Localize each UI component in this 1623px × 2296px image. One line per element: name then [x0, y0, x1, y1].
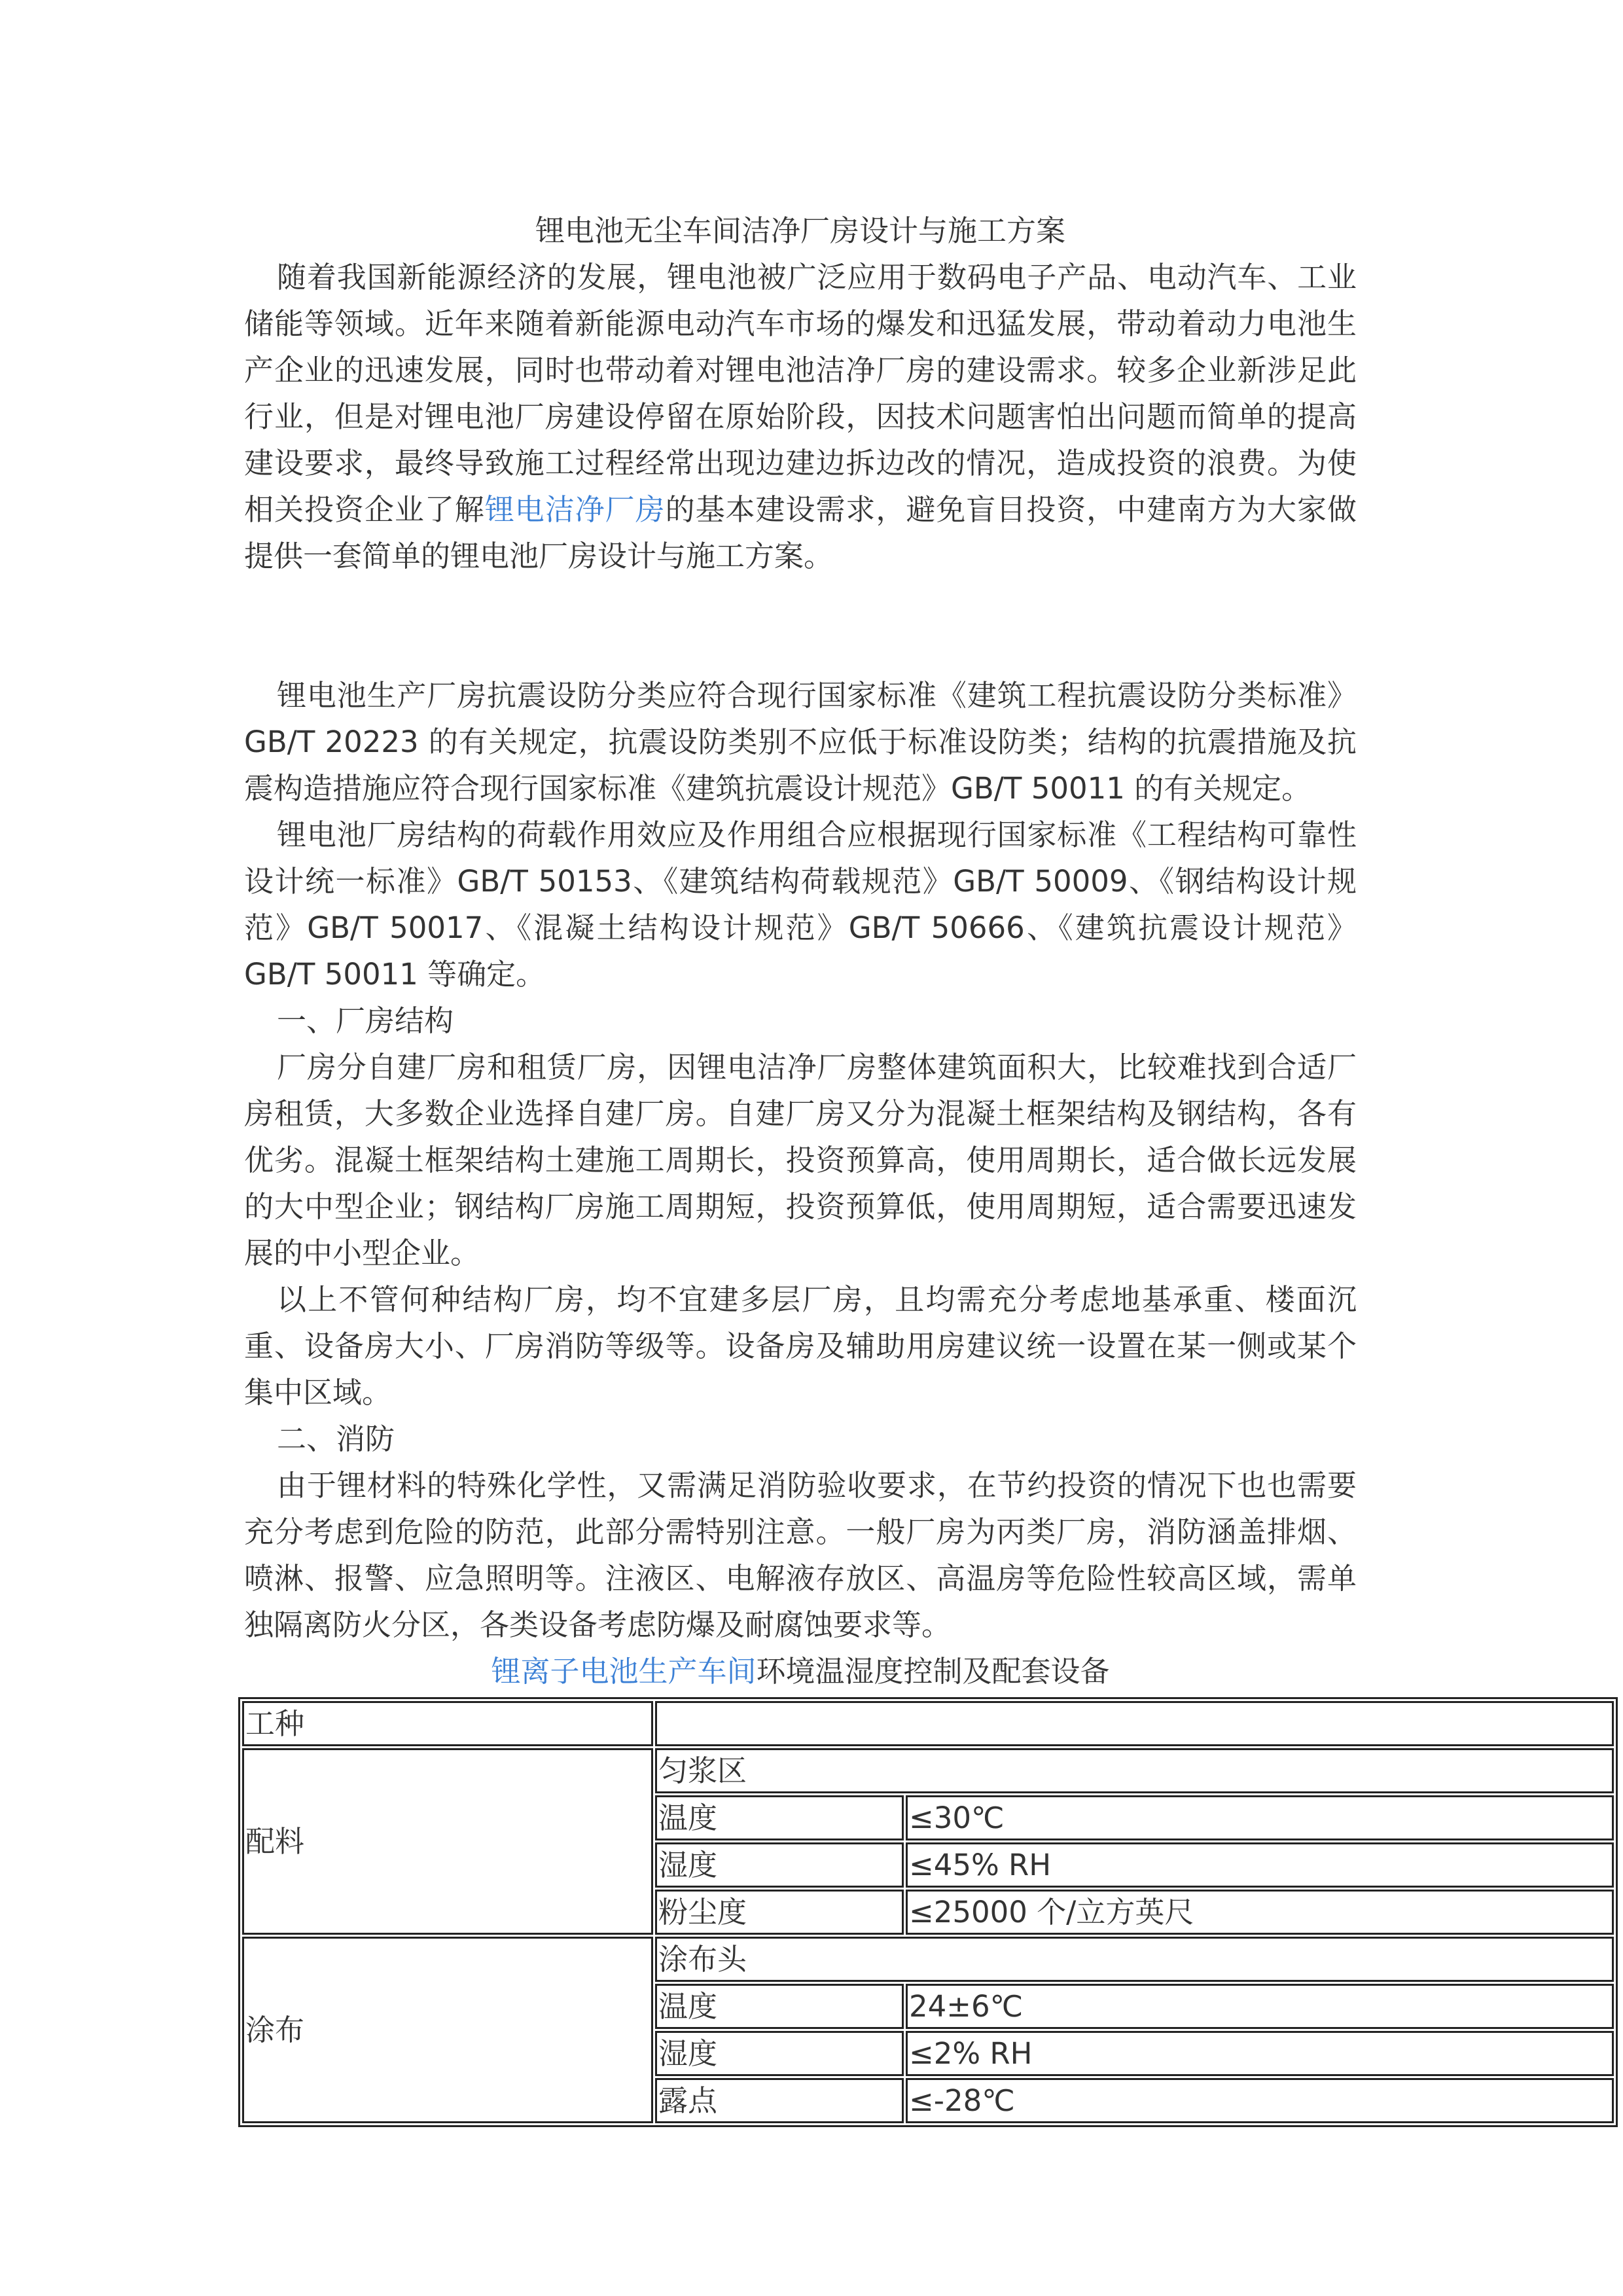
environment-table: [238, 1697, 1618, 2127]
table-row: [242, 1937, 1614, 1982]
param-label-cell: 温度: [655, 1984, 904, 2029]
param-value-cell: 24±6℃: [906, 1984, 1614, 2029]
param-value-cell: ≤2% RH: [906, 2031, 1614, 2076]
group-name-cell: 涂布: [242, 1937, 653, 2123]
table-caption: [244, 1648, 1357, 1695]
param-label-cell: 湿度: [655, 2031, 904, 2076]
table-header-empty: [655, 1701, 1614, 1746]
table-row: [242, 1748, 1614, 1793]
intro-paragraph: [244, 254, 1357, 579]
section-heading-fire: 二、消防: [277, 1422, 395, 1456]
area-cell: 匀浆区: [655, 1748, 1614, 1793]
param-value-cell: ≤30℃: [906, 1795, 1614, 1840]
seismic-paragraph: 锂电池生产厂房抗震设防分类应符合现行国家标准《建筑工程抗震设防分类标准》GB/T 20223 的有关规定，抗震设防类别不应低于标准设防类；结构的抗震措施及抗震构造措施应符合现行国家标准《建筑抗震设计规范》GB/T 50011 的有关规定。: [244, 678, 1357, 806]
table-caption-text: 环境温湿度控制及配套设备: [756, 1654, 1110, 1689]
param-label-cell: 粉尘度: [655, 1890, 904, 1935]
document-page: [244, 208, 1357, 2127]
param-label-cell: 温度: [655, 1795, 904, 1840]
section-heading-structure: 一、厂房结构: [277, 1003, 454, 1038]
table-header-row: [242, 1701, 1614, 1746]
param-value-cell: ≤25000 个/立方英尺: [906, 1890, 1614, 1935]
param-label-cell: 露点: [655, 2078, 904, 2123]
link-lithium-cleanroom[interactable]: 锂电洁净厂房: [484, 492, 666, 527]
link-battery-workshop[interactable]: 锂离子电池生产车间: [491, 1654, 757, 1689]
table-header-cell: 工种: [242, 1701, 653, 1746]
group-name-cell: 配料: [242, 1748, 653, 1935]
structure-paragraph-1: 厂房分自建厂房和租赁厂房，因锂电洁净厂房整体建筑面积大，比较难找到合适厂房租赁，大多数企业选择自建厂房。自建厂房又分为混凝土框架结构及钢结构，各有优劣。混凝土框架结构土建施工周期长，投资预算高，使用周期长，适合做长远发展的大中型企业；钢结构厂房施工周期短，投资预算低，使用周期短，适合需要迅速发展的中小型企业。: [244, 1050, 1357, 1270]
intro-text-after: 的基本建设需求，避免盲目投资，中建南方为大家做提供一套简单的锂电池厂房设计与施工方案。: [244, 492, 1357, 573]
document-title: 锂电池无尘车间洁净厂房设计与施工方案: [535, 213, 1065, 248]
area-cell: 涂布头: [655, 1937, 1614, 1982]
param-value-cell: ≤45% RH: [906, 1842, 1614, 1888]
load-paragraph: 锂电池厂房结构的荷载作用效应及作用组合应根据现行国家标准《工程结构可靠性设计统一标准》GB/T 50153、《建筑结构荷载规范》GB/T 50009、《钢结构设计规范》GB/T 50017、《混凝土结构设计规范》GB/T 50666、《建筑抗震设计规范》GB/T 50011 等确定。: [244, 817, 1357, 992]
intro-text-before: 随着我国新能源经济的发展，锂电池被广泛应用于数码电子产品、电动汽车、工业储能等领域。近年来随着新能源电动汽车市场的爆发和迅猛发展，带动着动力电池生产企业的迅速发展，同时也带动着对锂电池洁净厂房的建设需求。较多企业新涉足此行业，但是对锂电池厂房建设停留在原始阶段，因技术问题害怕出问题而简单的提高建设要求，最终导致施工过程经常出现边建边拆边改的情况，造成投资的浪费。为使相关投资企业了解: [244, 260, 1357, 527]
fire-paragraph: 由于锂材料的特殊化学性，又需满足消防验收要求，在节约投资的情况下也也需要充分考虑到危险的防范，此部分需特别注意。一般厂房为丙类厂房，消防涵盖排烟、喷淋、报警、应急照明等。注液区、电解液存放区、高温房等危险性较高区域，需单独隔离防火分区，各类设备考虑防爆及耐腐蚀要求等。: [244, 1468, 1357, 1642]
param-value-cell: ≤-28℃: [906, 2078, 1614, 2123]
blank-space: [244, 579, 1357, 672]
structure-paragraph-2: 以上不管何种结构厂房，均不宜建多层厂房，且均需充分考虑地基承重、楼面沉重、设备房大小、厂房消防等级等。设备房及辅助用房建议统一设置在某一侧或某个集中区域。: [244, 1282, 1357, 1410]
param-label-cell: 湿度: [655, 1842, 904, 1888]
